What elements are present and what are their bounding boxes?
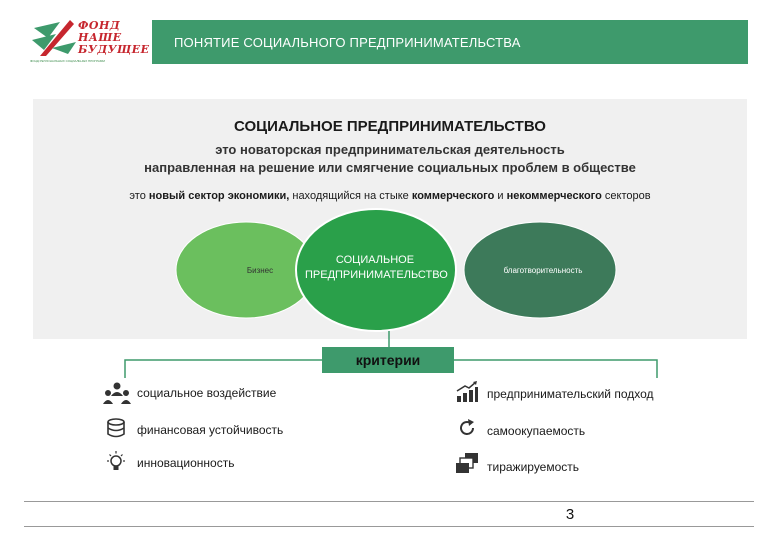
sector-text-post: секторов <box>601 190 651 202</box>
criteria-box <box>322 347 454 373</box>
sector-text-mid: находящийся на стыке <box>289 190 412 202</box>
copies-icon <box>455 452 479 474</box>
venn-charity-label: благотворительность <box>503 266 583 275</box>
sector-text-noncommercial: некоммерческого <box>506 190 602 202</box>
venn-social-label-line1: СОЦИАЛЬНОЕ <box>335 254 415 266</box>
definition-line-1: это новаторская предпринимательская деятельность <box>215 142 565 157</box>
sector-text-new-sector: новый сектор экономики, <box>148 190 290 202</box>
logo-text-line2: НАШЕ <box>78 31 122 44</box>
sector-text-commercial: коммерческого <box>411 190 495 202</box>
definition-title: СОЦИАЛЬНОЕ ПРЕДПРИНИМАТЕЛЬСТВО <box>234 118 546 135</box>
criterion-self-sufficiency: самоокупаемость <box>487 424 586 438</box>
footer-divider-top <box>24 501 754 502</box>
criterion-financial-stability: финансовая устойчивость <box>137 423 284 437</box>
footer-divider-bottom <box>24 526 754 527</box>
criterion-innovation: инновационность <box>137 456 235 470</box>
sector-text-pre: это <box>129 190 149 202</box>
refresh-icon <box>457 418 477 438</box>
logo-text-line1: ФОНД <box>78 19 121 32</box>
logo-tagline: ФОНД РЕГИОНАЛЬНЫХ СОЦИАЛЬНЫХ ПРОГРАММ <box>30 59 105 63</box>
venn-business-label: Бизнес <box>246 266 274 275</box>
criterion-social-impact: социальное воздействие <box>137 386 277 400</box>
logo-text-line3: БУДУЩЕЕ <box>78 43 150 56</box>
sector-text-and: и <box>494 190 507 202</box>
criteria-bracket-left <box>125 360 322 378</box>
people-icon <box>103 382 131 404</box>
venn-social-label <box>305 253 448 283</box>
page-number: 3 <box>565 506 575 523</box>
definition-line-2: направленная на решение или смягчение социальных проблем в обществе <box>144 160 636 175</box>
venn-social-label-line2: ПРЕДПРИНИМАТЕЛЬСТВО <box>305 269 448 281</box>
criterion-entrepreneurial-approach: предпринимательский подход <box>487 387 654 401</box>
page-title: ПОНЯТИЕ СОЦИАЛЬНОГО ПРЕДПРИНИМАТЕЛЬСТВА <box>174 35 521 50</box>
criteria-label: критерии <box>355 352 421 368</box>
growth-chart-icon <box>455 381 479 403</box>
lightbulb-icon <box>104 450 128 474</box>
database-icon <box>106 418 126 438</box>
criterion-scalability: тиражируемость <box>487 460 580 474</box>
criteria-bracket-right <box>454 360 657 378</box>
